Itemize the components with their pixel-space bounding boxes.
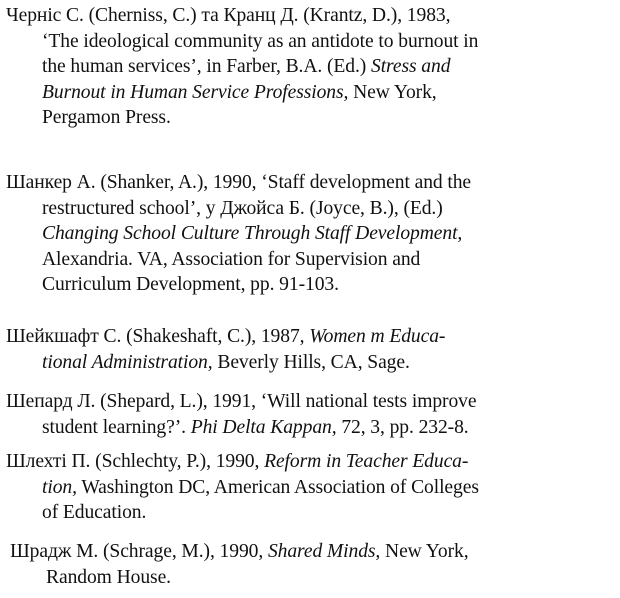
italic-title-text: tion,: [42, 476, 77, 498]
entry-line: [6, 389, 612, 415]
entry-line: [10, 539, 616, 565]
entry-line: [6, 247, 612, 273]
citation-text: Шепард Л. (Shepard, L.), 1991, ‘Will national tests improve: [6, 391, 477, 412]
bibliography-entry-shepard: [6, 389, 612, 440]
citation-text: New York,: [348, 81, 437, 103]
citation-text: Washington DC, American Association of Colleges: [76, 476, 479, 498]
citation-text: 72, 3, pp. 232-8.: [336, 416, 469, 438]
citation-text: Beverly Hills, CA, Sage.: [212, 351, 410, 373]
entry-line: [6, 29, 612, 55]
bibliography-entry-schrage: [10, 539, 616, 590]
entry-line: [6, 221, 612, 247]
citation-text: Шлехті П. (Schlechty, P.), 1990,: [6, 451, 265, 472]
entry-line: [6, 475, 612, 501]
entry-line: [6, 196, 612, 222]
entry-line: [6, 105, 612, 131]
citation-text: Шанкер А. (Shanker, A.), 1990, ‘Staff development and the: [6, 172, 472, 193]
italic-title-text: Women m Educa-: [309, 326, 446, 347]
citation-text: Черніс С. (Cherniss, C.) та Кранц Д. (Krantz, D.), 1983,: [6, 5, 451, 26]
italic-title-text: Burnout in Human Service Professions,: [42, 81, 349, 103]
entry-line: [6, 272, 612, 298]
bibliography-entry-schlechty: [6, 449, 612, 526]
italic-title-text: Phi Delta Kappan,: [190, 416, 337, 438]
bibliography-entry-cherniss: [6, 3, 612, 131]
citation-text: New York,: [380, 541, 469, 562]
italic-title-text: Shared Minds,: [267, 541, 381, 562]
entry-line: [6, 350, 612, 376]
citation-text: student learning?’.: [42, 416, 191, 438]
citation-text: Alexandria. VA, Association for Supervision and: [42, 248, 421, 270]
citation-text: restructured school’, у Джойса Б. (Joyce, B.), (Ed.): [42, 197, 443, 219]
entry-line: [6, 449, 612, 475]
citation-text: the human services’, in Farber, B.A. (Ed.): [42, 56, 372, 78]
entry-line: [6, 80, 612, 106]
bibliography-entry-shakeshaft: [6, 324, 612, 375]
entry-line: [6, 170, 612, 196]
italic-title-text: Reform in Teacher Educa-: [264, 451, 469, 472]
citation-text: Random House.: [46, 566, 171, 588]
italic-title-text: tional Administration,: [42, 351, 213, 373]
italic-title-text: Changing School Culture Through Staff Development,: [42, 223, 463, 245]
entry-line: [6, 3, 612, 29]
citation-text: Шрадж М. (Schrage, M.), 1990,: [10, 541, 268, 562]
citation-text: ‘The ideological community as an antidote to burnout in: [42, 30, 479, 52]
entry-line: [6, 500, 612, 526]
citation-text: Pergamon Press.: [42, 107, 171, 129]
entry-line: [6, 54, 612, 80]
entry-line: [6, 324, 612, 350]
citation-text: Curriculum Development, pp. 91-103.: [42, 274, 339, 296]
entry-line: [6, 415, 612, 441]
entry-line: [10, 565, 616, 591]
bibliography-entry-shanker: [6, 170, 612, 298]
citation-text: of Education.: [42, 502, 147, 524]
italic-title-text: Stress and: [371, 56, 451, 78]
citation-text: Шейкшафт С. (Shakeshaft, C.), 1987,: [6, 326, 310, 347]
